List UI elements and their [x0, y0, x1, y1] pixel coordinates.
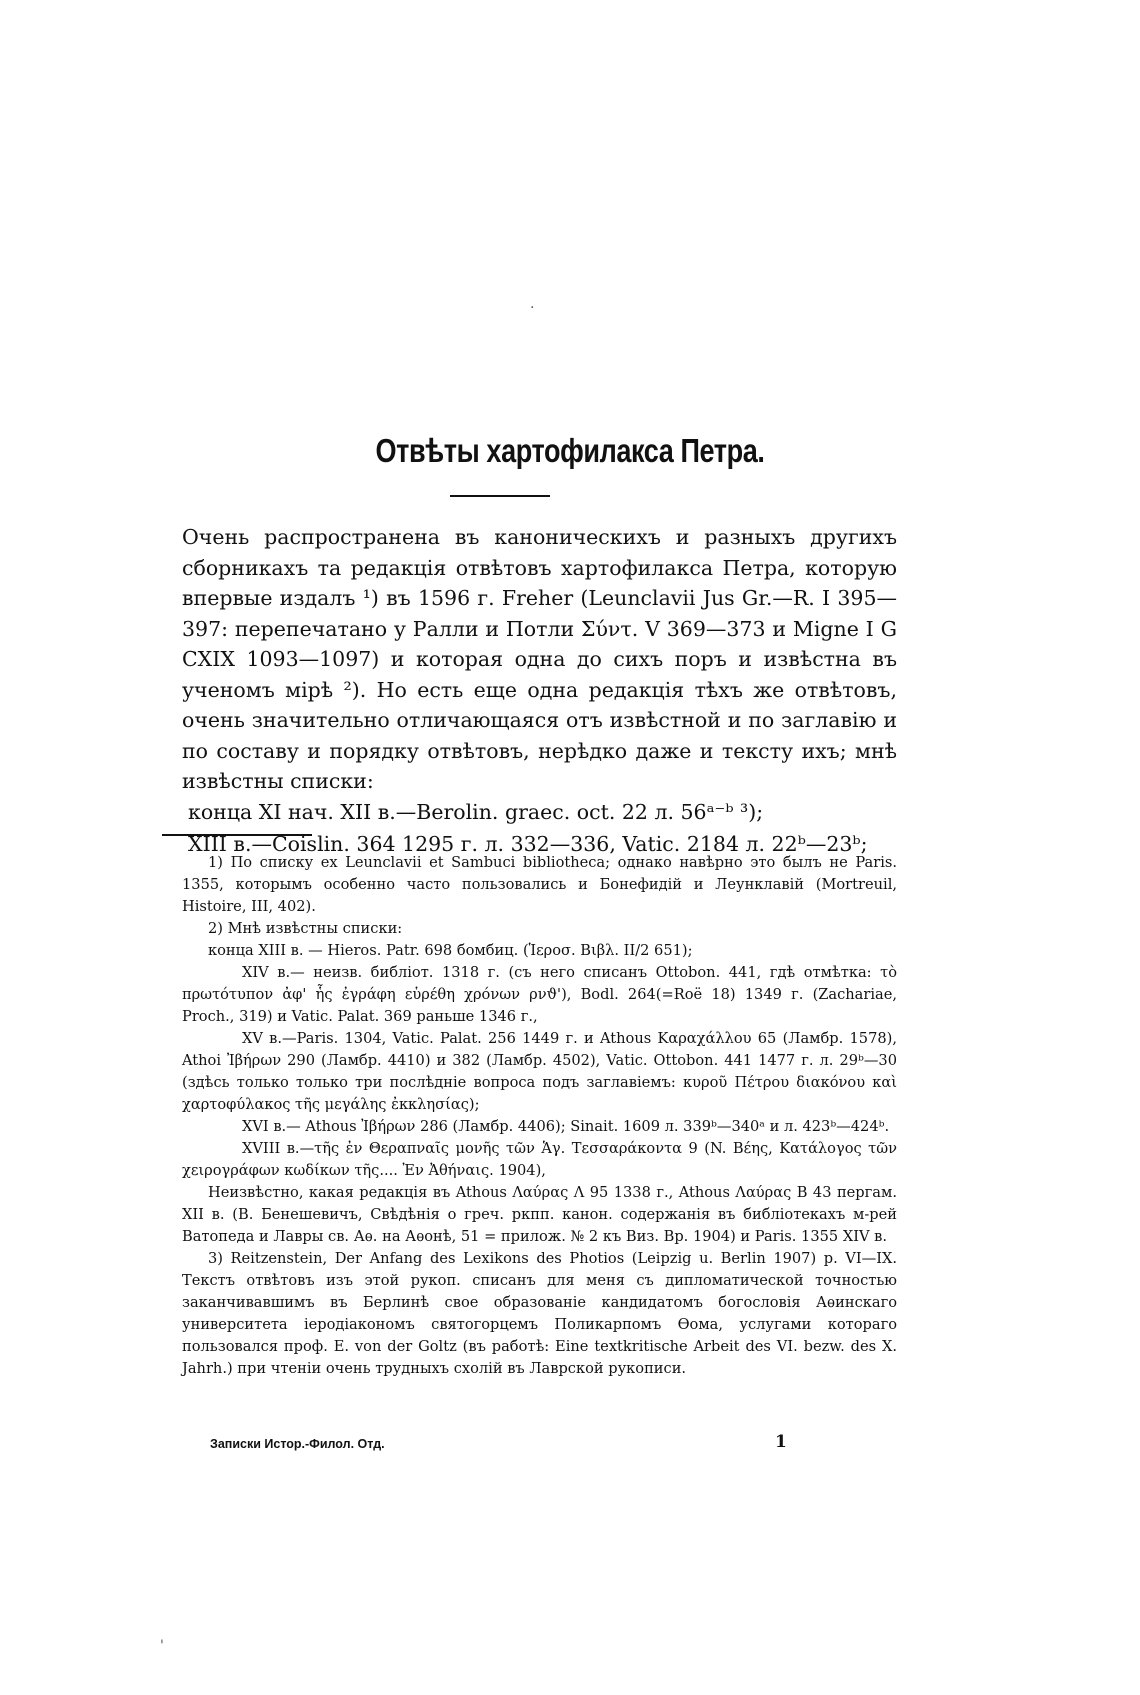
footnote: 1) По списку ex Leunclavii et Sambuci bibliotheca; однако навѣрно это былъ не Paris. 1355, которымъ особенно часто пользовались и Бонефидій и Леунклавій (Mortreuil, Histoire, III, 402). [182, 854, 897, 915]
footnotes [182, 852, 897, 1380]
main-text [182, 522, 897, 860]
footnote: XVI в.— Athous Ἰβήρων 286 (Ламбр. 4406); Sinait. 1609 л. 339ᵇ—340ᵃ и л. 423ᵇ—424ᵇ. [242, 1118, 890, 1135]
article-title: Отвѣты хартофилакса Петра. [375, 432, 765, 469]
footnote: Неизвѣстно, какая редакція въ Athous Λαύρας Λ 95 1338 г., Athous Λαύρας Β 43 пергам. XII в. (В. Бенешевичъ, Свѣдѣнія о греч. ркпп. канон. содержанія въ библіотекахъ м-рей Ватопеда и Лавры св. Аѳ. на Аѳонѣ, 51 = прилож. № 2 къ Виз. Вр. 1904) и Paris. 1355 XIV в. [182, 1184, 897, 1245]
manuscript-list-item: конца XI нач. XII в.—Berolin. graec. oct. 22 л. 56ᵃ⁻ᵇ ³); [188, 799, 764, 824]
signature-number: 1 [775, 1432, 787, 1452]
footnote: XV в.—Paris. 1304, Vatic. Palat. 256 1449 г. и Athous Καραχάλλου 65 (Ламбр. 1578), Athoi Ἰβήρων 290 (Ламбр. 4410) и 382 (Ламбр. 4502), Vatic. Ottobon. 441 1477 г. л. 29ᵇ—30 (здѣсь только только три послѣдніе вопроса подъ заглавіемъ: κυροῦ Πέτρου διακόνου καὶ χαρτοφύλακος τῆς μεγάλης ἐκκλησίας); [182, 1030, 897, 1113]
footnote: 2) Мнѣ извѣстны списки: [208, 920, 403, 937]
manuscript-list-item: XIII в.—Coislin. 364 1295 г. л. 332—336, Vatic. 2184 л. 22ᵇ—23ᵇ; [188, 832, 868, 856]
footnote: XIV в.— неизв. библіот. 1318 г. (съ него списанъ Ottobon. 441, гдѣ отмѣтка: τὸ πρωτότυπον ἀφ' ἧς ἐγράφη εὑρέθη χρόνων ρνϑ'), Bodl. 264(=Roë 18) 1349 г. (Zachariae, Proch., 319) и Vatic. Palat. 369 раньше 1346 г., [182, 964, 897, 1025]
stray-mark-bottom: ' [160, 1638, 164, 1654]
journal-signature: Записки Истор.-Филол. Отд. [210, 1437, 385, 1451]
footnote: 3) Reitzenstein, Der Anfang des Lexikons des Photios (Leipzig u. Berlin 1907) p. VI—IX. Текстъ отвѣтовъ изъ этой рукоп. списанъ для меня съ дипломатической точностью заканчивавшимъ въ Берлинѣ свое образованіе кандидатомъ богословія Аѳинскаго университета іеродіакономъ святогорцемъ Поликарпомъ Ѳома, услугами котораго пользовался проф. E. von der Goltz (въ работѣ: Eine textkritische Arbeit des VI. bezw. des X. Jahrh.) при чтеніи очень трудныхъ схолій въ Лаврской рукописи. [182, 1250, 897, 1377]
footnote-separator [162, 834, 312, 836]
footnote: XVIII в.—τῆς ἐν Θεραπναῖς μονῆς τῶν Ἁγ. Τεσσαράκοντα 9 (N. Βέης, Κατάλογος τῶν χειρογράφων κωδίκων τῆς.... Ἐν Ἀθήναις. 1904), [182, 1140, 897, 1179]
title-underline [450, 495, 550, 497]
intro-paragraph: Очень распространена въ каноническихъ и разныхъ другихъ сборникахъ та редакція отвѣтовъ хартофилакса Петра, которую впервые издалъ ¹) въ 1596 г. Freher (Leunclavii Jus Gr.—R. I 395—397: перепечатано у Ралли и Потли Σύντ. V 369—373 и Migne I G CXIX 1093—1097) и которая одна до сихъ поръ и извѣстна въ ученомъ мірѣ ²). Но есть еще одна редакція тѣхъ же отвѣтовъ, очень значительно отличающаяся отъ извѣстной и по заглавію и по составу и порядку отвѣтовъ, нерѣдко даже и тексту ихъ; мнѣ извѣстны списки: [182, 525, 897, 793]
stray-mark-top: . [530, 296, 535, 312]
footnote: конца XIII в. — Hieros. Patr. 698 бомбиц. (Ἱεροσ. Βιβλ. II/2 651); [208, 942, 693, 959]
